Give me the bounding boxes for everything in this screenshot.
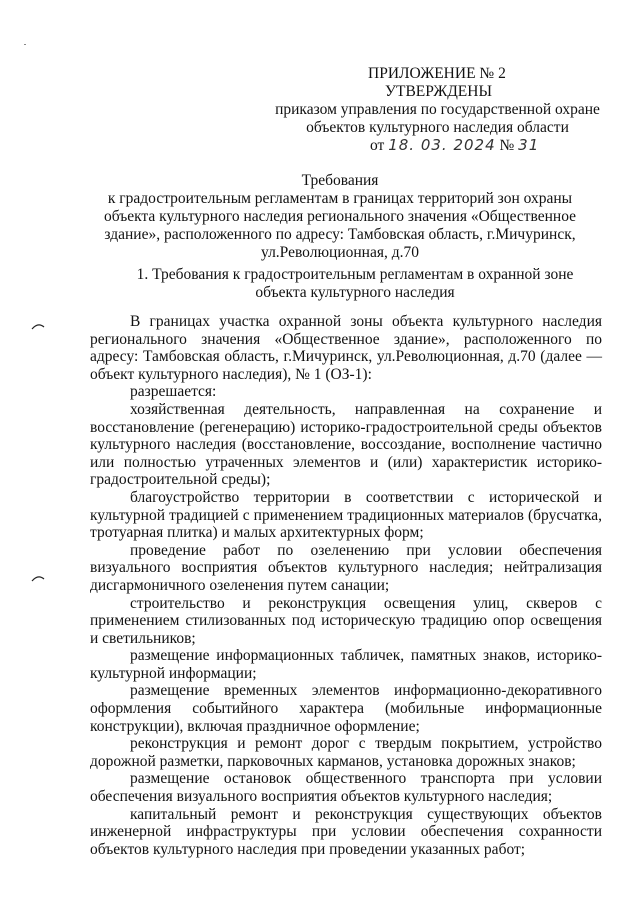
paragraph-item: строительство и реконструкция освещения улиц, скверов с применением стилизованных под историческую традицию опор освещения и светильников;	[90, 594, 602, 647]
order-date-number	[370, 136, 539, 155]
paragraph-item: размещение информационных табличек, памятных знаков, историко-культурной информации;	[90, 647, 602, 682]
paragraph-item: размещение временных элементов информационно-декоративного оформления событийного характера (мобильные информационные конструкции), включая праздничное оформление;	[90, 682, 602, 735]
number-prefix: №	[499, 137, 515, 154]
paragraph-item: проведение работ по озеленению при условии обеспечения визуального восприятия объектов культурного наследия; нейтрализация дисгармоничного озеленения путем санации;	[90, 541, 602, 594]
punch-hole-mark-bottom	[31, 574, 45, 582]
doc-title-line-4: здание», расположенного по адресу: Тамбовская область, г.Мичуринск,	[104, 226, 576, 243]
order-line-1: приказом управления по государственной охране	[275, 101, 600, 118]
section-heading-line-2: объекта культурного наследия	[255, 284, 455, 301]
doc-title-line-5: ул.Революционная, д.70	[261, 244, 419, 261]
paragraph-item: хозяйственная деятельность, направленная на сохранение и восстановление (регенерацию) историко-градостроительной среды объектов культурного наследия (восстановление, воссоздание, восполнение частично или полностью утраченных элементов и (или) характеристик историко-градостроительной среды);	[90, 400, 602, 489]
paragraph-allowed: разрешается:	[130, 383, 217, 401]
approved-label: УТВЕРЖДЕНЫ	[385, 83, 492, 100]
handwritten-date: 18. 03. 2024	[388, 136, 496, 154]
doc-title-line-3: объекта культурного наследия регионального значения «Общественное	[103, 208, 577, 225]
date-prefix: от	[370, 137, 385, 154]
paragraph-item: реконструкция и ремонт дорог с твердым покрытием, устройство дорожной разметки, парковочных карманов, установка дорожных знаков;	[90, 735, 602, 770]
paragraph-item: благоустройство территории в соответствии с исторической и культурной традицией с применением традиционных материалов (брусчатка, тротуарная плитка) и малых архитектурных форм;	[90, 488, 602, 542]
section-heading-line-1: 1. Требования к градостроительным регламентам в охранной зоне	[136, 266, 574, 283]
paragraph-item: размещение остановок общественного транспорта при условии обеспечения визуального восприятия объектов культурного наследия;	[90, 770, 602, 806]
doc-title-heading: Требования	[301, 172, 379, 189]
paragraph-intro: В границах участка охранной зоны объекта культурного наследия регионального значения «Общественное здание», расположенного по адресу: Тамбовская область, г.Мичуринск, ул.Революционная, д.70 (далее — объект культурного наследия), № 1 (ОЗ-1):	[90, 313, 602, 383]
handwritten-number: 31	[518, 136, 540, 154]
scan-speck	[24, 44, 26, 45]
punch-hole-mark-top	[31, 322, 45, 330]
doc-title-line-2: к градостроительным регламентам в границах территорий зон охраны	[107, 190, 573, 207]
order-line-2: объектов культурного наследия области	[306, 119, 569, 136]
paragraph-item: капитальный ремонт и реконструкция существующих объектов инженерной инфраструктуры при условии обеспечения сохранности объектов культурного наследия при проведении указанных работ;	[90, 805, 602, 858]
appendix-label: ПРИЛОЖЕНИЕ № 2	[368, 65, 506, 82]
body-text	[90, 313, 602, 858]
